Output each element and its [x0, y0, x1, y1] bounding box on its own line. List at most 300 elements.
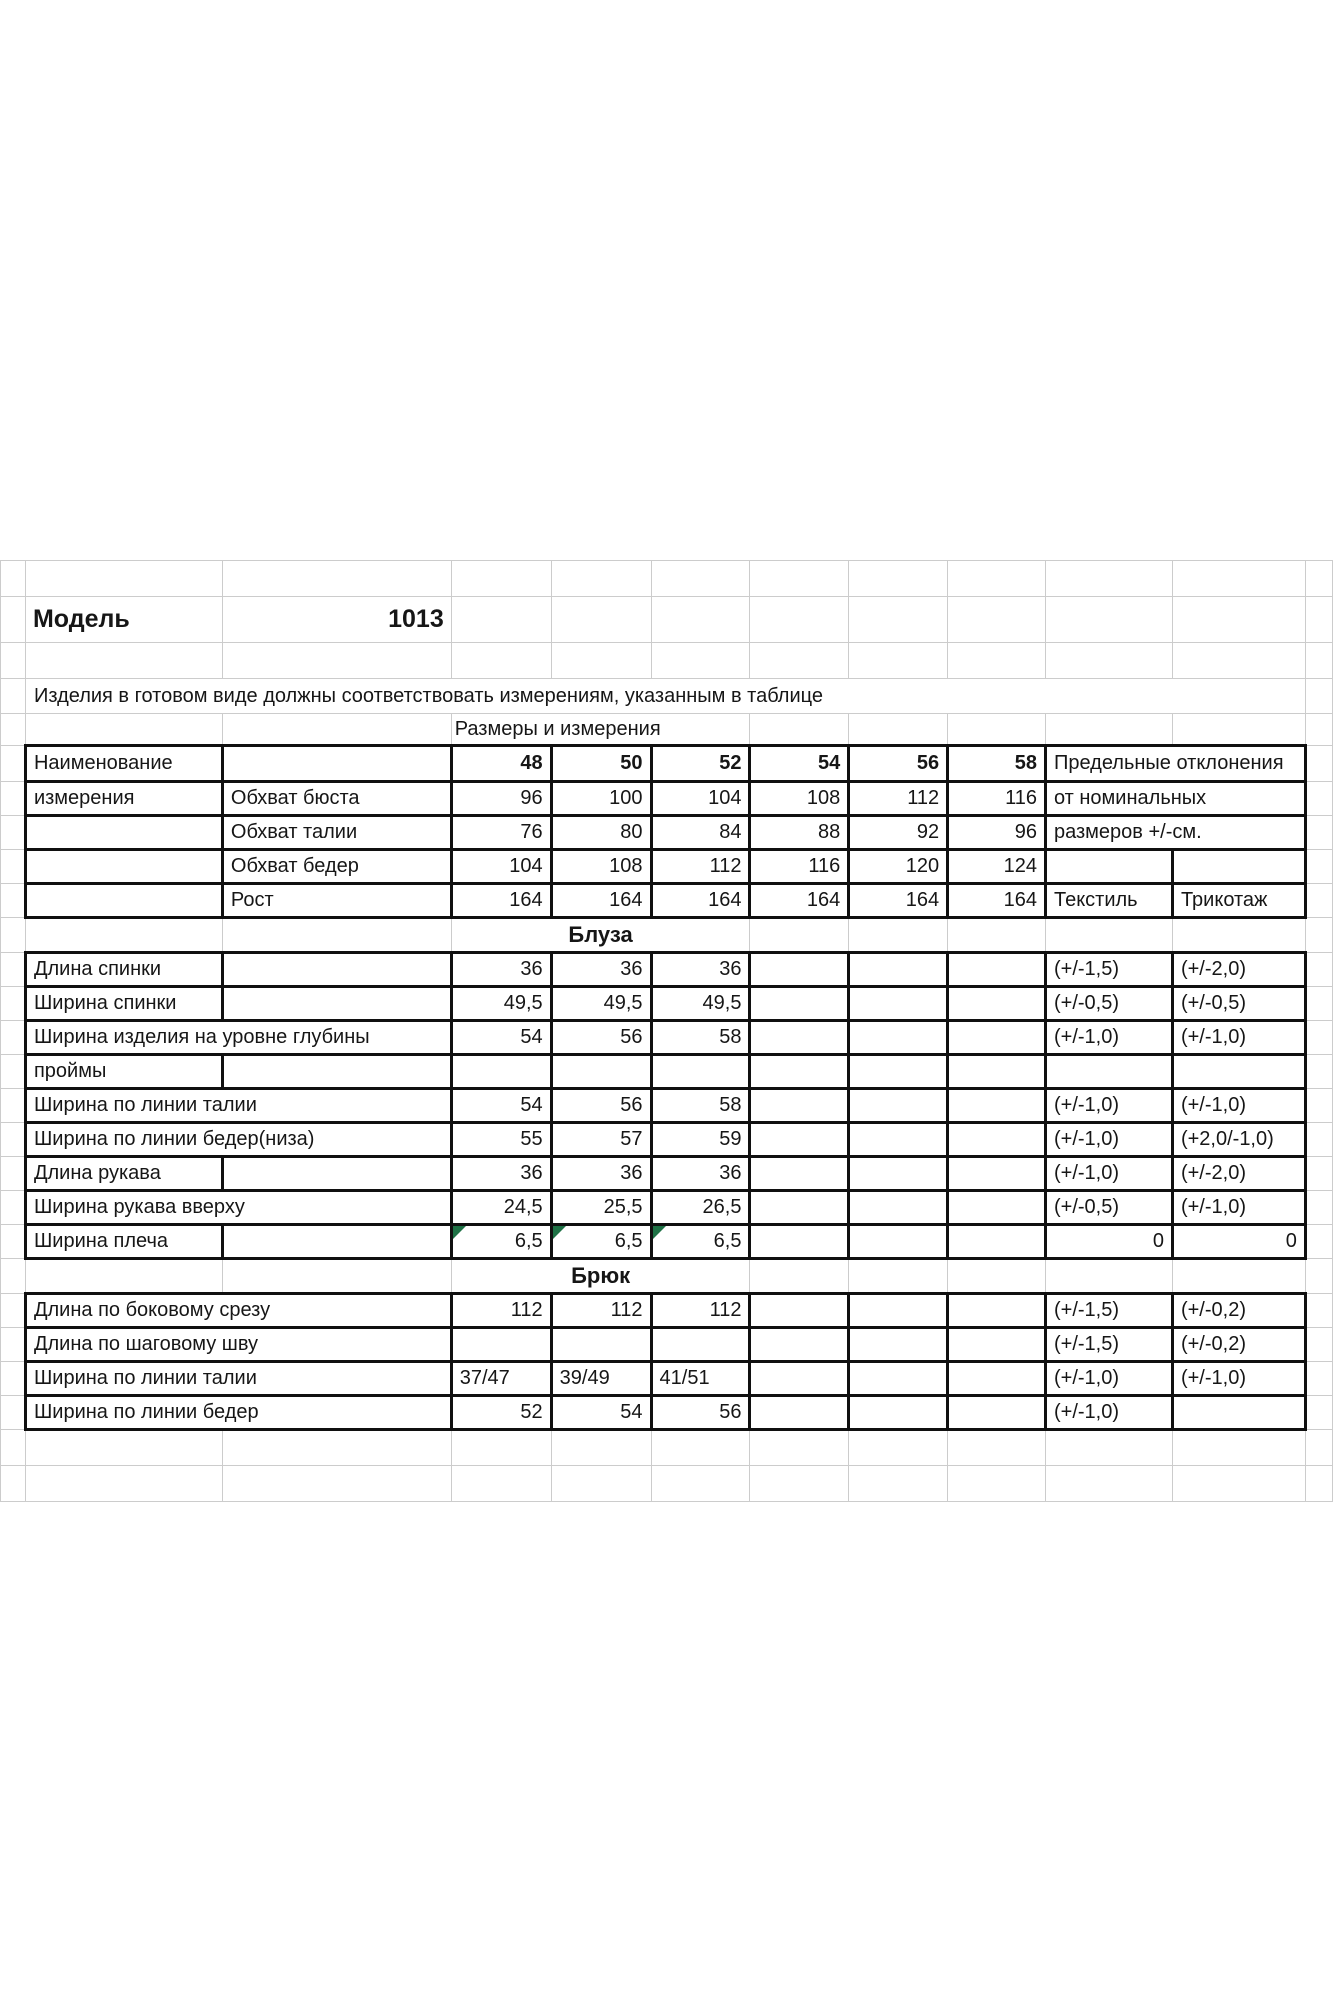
row-blank: [1, 561, 1333, 597]
grid-cell: [451, 643, 551, 679]
grid-cell: [651, 561, 750, 597]
size-value: [750, 1021, 849, 1055]
grid-cell: [1172, 918, 1305, 953]
row-label-empty: [222, 953, 451, 987]
size-value: 54: [451, 1021, 551, 1055]
size-value: [849, 1396, 948, 1430]
grid-cell: [451, 561, 551, 597]
grid-margin-cell: [1305, 782, 1332, 816]
grid-cell: [1305, 1466, 1332, 1502]
row-measure: [1, 782, 1333, 816]
grid-margin-cell: [1, 1089, 26, 1123]
measurements-table: [0, 560, 1333, 1502]
grid-cell: [222, 918, 451, 953]
size-value: 37/47: [451, 1362, 551, 1396]
tolerance-textile-value: (+/-1,0): [1045, 1362, 1172, 1396]
grid-margin-cell: [1, 1157, 26, 1191]
measure-value: 164: [551, 884, 651, 918]
grid-margin-cell: [1, 714, 26, 746]
grid-cell: [25, 643, 222, 679]
measure-value: 108: [551, 850, 651, 884]
size-value: [750, 1225, 849, 1259]
grid-cell: [551, 597, 651, 643]
size-value: 26,5: [651, 1191, 750, 1225]
grid-margin-cell: [1, 1328, 26, 1362]
row-group-label: измерения: [25, 782, 222, 816]
size-value: [551, 1055, 651, 1089]
size-value: 39/49: [551, 1362, 651, 1396]
size-value: [750, 1396, 849, 1430]
row-measure: [1, 850, 1333, 884]
grid-margin-cell: [1, 1294, 26, 1328]
size-value: [651, 1055, 750, 1089]
tolerance-textile-value: (+/-1,0): [1045, 1123, 1172, 1157]
row-data: [1, 987, 1333, 1021]
tolerance-knitwear-value: (+/-1,0): [1172, 1021, 1305, 1055]
measure-value: 104: [451, 850, 551, 884]
grid-margin-cell: [1305, 679, 1332, 714]
size-value: 49,5: [551, 987, 651, 1021]
size-header: 58: [948, 746, 1046, 782]
size-value: 25,5: [551, 1191, 651, 1225]
row-label: Ширина по линии талии: [25, 1089, 451, 1123]
size-value: 49,5: [651, 987, 750, 1021]
row-title: [1, 714, 1333, 746]
row-model: [1, 597, 1333, 643]
tolerance-knitwear-value: (+2,0/-1,0): [1172, 1123, 1305, 1157]
row-label-empty: [222, 987, 451, 1021]
size-value: [849, 1123, 948, 1157]
grid-cell: [25, 1466, 222, 1502]
row-label: Ширина плеча: [25, 1225, 222, 1259]
tolerance-knitwear-value: (+/-2,0): [1172, 953, 1305, 987]
grid-cell: [25, 1430, 222, 1466]
size-header: 48: [451, 746, 551, 782]
tolerance-col-knitwear: Трикотаж: [1172, 884, 1305, 918]
row-data: [1, 1328, 1333, 1362]
row-section: [1, 1259, 1333, 1294]
row-section: [1, 918, 1333, 953]
size-value: [750, 1157, 849, 1191]
tolerance-knitwear-value: 0: [1172, 1225, 1305, 1259]
size-value: [948, 1328, 1046, 1362]
grid-cell: [1305, 643, 1332, 679]
grid-margin-cell: [1305, 850, 1332, 884]
grid-cell: [849, 643, 948, 679]
grid-cell: [849, 1259, 948, 1294]
grid-cell: [551, 1430, 651, 1466]
tolerance-empty: [1172, 850, 1305, 884]
size-value: [750, 1294, 849, 1328]
row-label: Ширина спинки: [25, 987, 222, 1021]
measure-value: 96: [948, 816, 1046, 850]
size-value: 36: [651, 1157, 750, 1191]
size-value: 36: [551, 953, 651, 987]
size-header: 56: [849, 746, 948, 782]
grid-cell: [1, 1430, 26, 1466]
row-measure: [1, 816, 1333, 850]
grid-cell: [750, 1430, 849, 1466]
tolerance-knitwear-value: (+/-0,2): [1172, 1328, 1305, 1362]
size-value: [750, 1362, 849, 1396]
measure-value: 100: [551, 782, 651, 816]
size-value: [948, 1157, 1046, 1191]
size-value: [849, 1021, 948, 1055]
grid-cell: [651, 597, 750, 643]
grid-cell: [849, 561, 948, 597]
grid-cell: [1045, 714, 1172, 746]
row-data: [1, 1055, 1333, 1089]
tolerance-textile-value: (+/-1,0): [1045, 1021, 1172, 1055]
row-data: [1, 1089, 1333, 1123]
grid-margin-cell: [1305, 1191, 1332, 1225]
table-title: Размеры и измерения: [451, 714, 750, 746]
measure-value: 88: [750, 816, 849, 850]
grid-cell: [750, 1259, 849, 1294]
size-value: [651, 1328, 750, 1362]
grid-margin-cell: [1305, 1396, 1332, 1430]
grid-cell: [451, 1466, 551, 1502]
size-value: [849, 1089, 948, 1123]
model-label: Модель: [25, 597, 222, 643]
size-value: 36: [451, 953, 551, 987]
size-value: 36: [451, 1157, 551, 1191]
measure-value: 116: [948, 782, 1046, 816]
row-label-empty: [222, 1055, 451, 1089]
grid-cell: [1045, 1259, 1172, 1294]
measure-value: 164: [651, 884, 750, 918]
measure-value: 164: [849, 884, 948, 918]
size-header: 52: [651, 746, 750, 782]
grid-cell: [651, 1466, 750, 1502]
grid-cell: [1305, 561, 1332, 597]
grid-cell: [451, 597, 551, 643]
tolerance-textile-value: (+/-0,5): [1045, 987, 1172, 1021]
grid-margin-cell: [1305, 1089, 1332, 1123]
row-label: Длина спинки: [25, 953, 222, 987]
measure-label: Обхват бедер: [222, 850, 451, 884]
measure-label: Рост: [222, 884, 451, 918]
grid-cell: [849, 918, 948, 953]
measure-value: 76: [451, 816, 551, 850]
row-label: Длина по шаговому шву: [25, 1328, 451, 1362]
grid-cell: [1172, 1466, 1305, 1502]
tolerance-knitwear-value: (+/-1,0): [1172, 1089, 1305, 1123]
tolerance-textile-value: (+/-1,5): [1045, 953, 1172, 987]
size-value: 56: [551, 1089, 651, 1123]
size-value: [451, 1055, 551, 1089]
grid-cell: [1172, 561, 1305, 597]
tolerance-note: от номинальных: [1045, 782, 1305, 816]
grid-margin-cell: [1, 1396, 26, 1430]
row-label: Длина рукава: [25, 1157, 222, 1191]
size-value: 54: [451, 1089, 551, 1123]
grid-margin-cell: [1, 1225, 26, 1259]
size-value: [948, 1362, 1046, 1396]
measure-value: 92: [849, 816, 948, 850]
size-value: [750, 1328, 849, 1362]
row-group-label: [25, 850, 222, 884]
grid-cell: [25, 714, 222, 746]
row-label-empty: [222, 1225, 451, 1259]
tolerance-note: размеров +/-см.: [1045, 816, 1305, 850]
size-value: 55: [451, 1123, 551, 1157]
size-value: 36: [651, 953, 750, 987]
size-value: [849, 953, 948, 987]
size-value: [750, 953, 849, 987]
row-label: Ширина по линии бедер(низа): [25, 1123, 451, 1157]
grid-cell: [1, 561, 26, 597]
row-data: [1, 1123, 1333, 1157]
size-value: [948, 1294, 1046, 1328]
grid-margin-cell: [1, 850, 26, 884]
row-data: [1, 1396, 1333, 1430]
tolerance-knitwear-value: (+/-2,0): [1172, 1157, 1305, 1191]
grid-margin-cell: [1305, 1157, 1332, 1191]
row-measure: [1, 884, 1333, 918]
grid-margin-cell: [1305, 597, 1332, 643]
tolerance-knitwear-value: (+/-0,2): [1172, 1294, 1305, 1328]
grid-cell: [948, 643, 1046, 679]
grid-margin-cell: [1305, 1259, 1332, 1294]
size-value: 6,5: [451, 1225, 551, 1259]
size-value: [948, 1123, 1046, 1157]
size-value: 52: [451, 1396, 551, 1430]
size-value: [750, 1055, 849, 1089]
grid-cell: [1045, 597, 1172, 643]
size-value: [948, 1396, 1046, 1430]
size-value: [948, 1191, 1046, 1225]
grid-cell: [750, 1466, 849, 1502]
grid-cell: [948, 714, 1046, 746]
grid-margin-cell: [1305, 987, 1332, 1021]
grid-cell: [1172, 597, 1305, 643]
measure-value: 164: [451, 884, 551, 918]
grid-cell: [948, 1466, 1046, 1502]
grid-cell: [25, 1259, 222, 1294]
measure-value: 120: [849, 850, 948, 884]
row-blank: [1, 643, 1333, 679]
grid-margin-cell: [1, 597, 26, 643]
size-value: 112: [651, 1294, 750, 1328]
size-value: [849, 1362, 948, 1396]
grid-margin-cell: [1305, 746, 1332, 782]
grid-margin-cell: [1305, 1225, 1332, 1259]
grid-margin-cell: [1, 746, 26, 782]
size-value: 6,5: [551, 1225, 651, 1259]
grid-cell: [849, 714, 948, 746]
grid-margin-cell: [1, 1021, 26, 1055]
row-data: [1, 1225, 1333, 1259]
size-value: [849, 1294, 948, 1328]
grid-cell: [1045, 1430, 1172, 1466]
grid-cell: [551, 1466, 651, 1502]
grid-margin-cell: [1, 1191, 26, 1225]
row-blank: [1, 1430, 1333, 1466]
tolerance-knitwear-value: [1172, 1396, 1305, 1430]
row-data: [1, 1191, 1333, 1225]
row-data: [1, 953, 1333, 987]
measure-label: Обхват бюста: [222, 782, 451, 816]
grid-margin-cell: [1, 918, 26, 953]
grid-margin-cell: [1, 679, 26, 714]
size-value: [948, 953, 1046, 987]
grid-cell: [222, 643, 451, 679]
grid-cell: [651, 643, 750, 679]
grid-margin-cell: [1, 953, 26, 987]
grid-cell: [1045, 561, 1172, 597]
size-value: [948, 1055, 1046, 1089]
grid-margin-cell: [1305, 884, 1332, 918]
row-label: Длина по боковому срезу: [25, 1294, 451, 1328]
size-value: [849, 1191, 948, 1225]
grid-cell: [1, 643, 26, 679]
grid-cell: [948, 561, 1046, 597]
grid-margin-cell: [1305, 1294, 1332, 1328]
size-value: 41/51: [651, 1362, 750, 1396]
grid-margin-cell: [1, 1123, 26, 1157]
size-value: 36: [551, 1157, 651, 1191]
size-value: [849, 1157, 948, 1191]
grid-cell: [1172, 1430, 1305, 1466]
grid-margin-cell: [1305, 1362, 1332, 1396]
grid-cell: [750, 561, 849, 597]
size-value: [750, 1191, 849, 1225]
grid-cell: [1172, 643, 1305, 679]
grid-margin-cell: [1305, 1328, 1332, 1362]
grid-margin-cell: [1, 987, 26, 1021]
grid-cell: [1045, 643, 1172, 679]
row-group-label: [25, 884, 222, 918]
size-header: 54: [750, 746, 849, 782]
tolerance-knitwear-value: [1172, 1055, 1305, 1089]
tolerance-textile-value: (+/-1,0): [1045, 1089, 1172, 1123]
row-data: [1, 1294, 1333, 1328]
grid-cell: [849, 1430, 948, 1466]
size-value: [849, 1225, 948, 1259]
size-value: [750, 1123, 849, 1157]
size-value: 6,5: [651, 1225, 750, 1259]
size-value: 24,5: [451, 1191, 551, 1225]
row-label: проймы: [25, 1055, 222, 1089]
size-value: 49,5: [451, 987, 551, 1021]
tolerance-textile-value: [1045, 1055, 1172, 1089]
size-value: [849, 1055, 948, 1089]
measure-value: 80: [551, 816, 651, 850]
row-label: Ширина по линии бедер: [25, 1396, 451, 1430]
row-label: Ширина изделия на уровне глубины: [25, 1021, 451, 1055]
size-value: 56: [651, 1396, 750, 1430]
grid-margin-cell: [1, 816, 26, 850]
size-value: [948, 1225, 1046, 1259]
tolerance-knitwear-value: (+/-1,0): [1172, 1191, 1305, 1225]
size-value: [948, 1089, 1046, 1123]
grid-margin-cell: [1, 1259, 26, 1294]
section-title: Блуза: [451, 918, 750, 953]
measure-value: 108: [750, 782, 849, 816]
grid-cell: [25, 918, 222, 953]
grid-cell: [1045, 1466, 1172, 1502]
tolerance-textile-value: (+/-1,5): [1045, 1294, 1172, 1328]
size-value: [451, 1328, 551, 1362]
measure-value: 104: [651, 782, 750, 816]
grid-margin-cell: [1305, 1055, 1332, 1089]
grid-cell: [1172, 714, 1305, 746]
size-value: 112: [551, 1294, 651, 1328]
grid-cell: [551, 561, 651, 597]
row-label: Ширина по линии талии: [25, 1362, 451, 1396]
grid-cell: [1172, 1259, 1305, 1294]
row-data: [1, 1362, 1333, 1396]
row-label: Ширина рукава вверху: [25, 1191, 451, 1225]
grid-margin-cell: [1305, 1123, 1332, 1157]
tolerance-knitwear-value: (+/-1,0): [1172, 1362, 1305, 1396]
size-value: 54: [551, 1396, 651, 1430]
measure-value: 164: [750, 884, 849, 918]
row-data: [1, 1021, 1333, 1055]
grid-cell: [222, 1466, 451, 1502]
worksheet-area: [0, 560, 1333, 1502]
grid-cell: [25, 561, 222, 597]
size-value: 59: [651, 1123, 750, 1157]
measure-value: 116: [750, 850, 849, 884]
grid-cell: [451, 1430, 551, 1466]
grid-margin-cell: [1305, 918, 1332, 953]
grid-cell: [948, 918, 1046, 953]
measure-value: 112: [849, 782, 948, 816]
column-header-name: Наименование: [25, 746, 222, 782]
grid-margin-cell: [1305, 714, 1332, 746]
row-note: [1, 679, 1333, 714]
grid-margin-cell: [1, 1055, 26, 1089]
grid-cell: [222, 1430, 451, 1466]
measure-value: 124: [948, 850, 1046, 884]
grid-cell: [750, 714, 849, 746]
size-value: [750, 987, 849, 1021]
grid-margin-cell: [1, 782, 26, 816]
size-value: 112: [451, 1294, 551, 1328]
grid-cell: [551, 643, 651, 679]
tolerance-empty: [1045, 850, 1172, 884]
grid-cell: [750, 597, 849, 643]
size-header: 50: [551, 746, 651, 782]
row-blank: [1, 1466, 1333, 1502]
tolerance-header: Предельные отклонения: [1045, 746, 1305, 782]
grid-cell: [222, 714, 451, 746]
row-group-label: [25, 816, 222, 850]
tolerance-textile-value: 0: [1045, 1225, 1172, 1259]
tolerance-col-textile: Текстиль: [1045, 884, 1172, 918]
size-value: 57: [551, 1123, 651, 1157]
grid-cell: [948, 597, 1046, 643]
grid-cell: [948, 1259, 1046, 1294]
tolerance-textile-value: (+/-1,0): [1045, 1396, 1172, 1430]
grid-cell: [750, 643, 849, 679]
grid-cell: [222, 1259, 451, 1294]
measure-value: 96: [451, 782, 551, 816]
measure-label: Обхват талии: [222, 816, 451, 850]
size-value: [750, 1089, 849, 1123]
size-value: [551, 1328, 651, 1362]
grid-margin-cell: [1305, 1021, 1332, 1055]
measure-value: 164: [948, 884, 1046, 918]
tolerance-textile-value: (+/-1,0): [1045, 1157, 1172, 1191]
grid-margin-cell: [1, 884, 26, 918]
column-header-empty: [222, 746, 451, 782]
measure-value: 112: [651, 850, 750, 884]
note-text: Изделия в готовом виде должны соответствовать измерениям, указанным в таблице: [25, 679, 1305, 714]
grid-cell: [1045, 918, 1172, 953]
